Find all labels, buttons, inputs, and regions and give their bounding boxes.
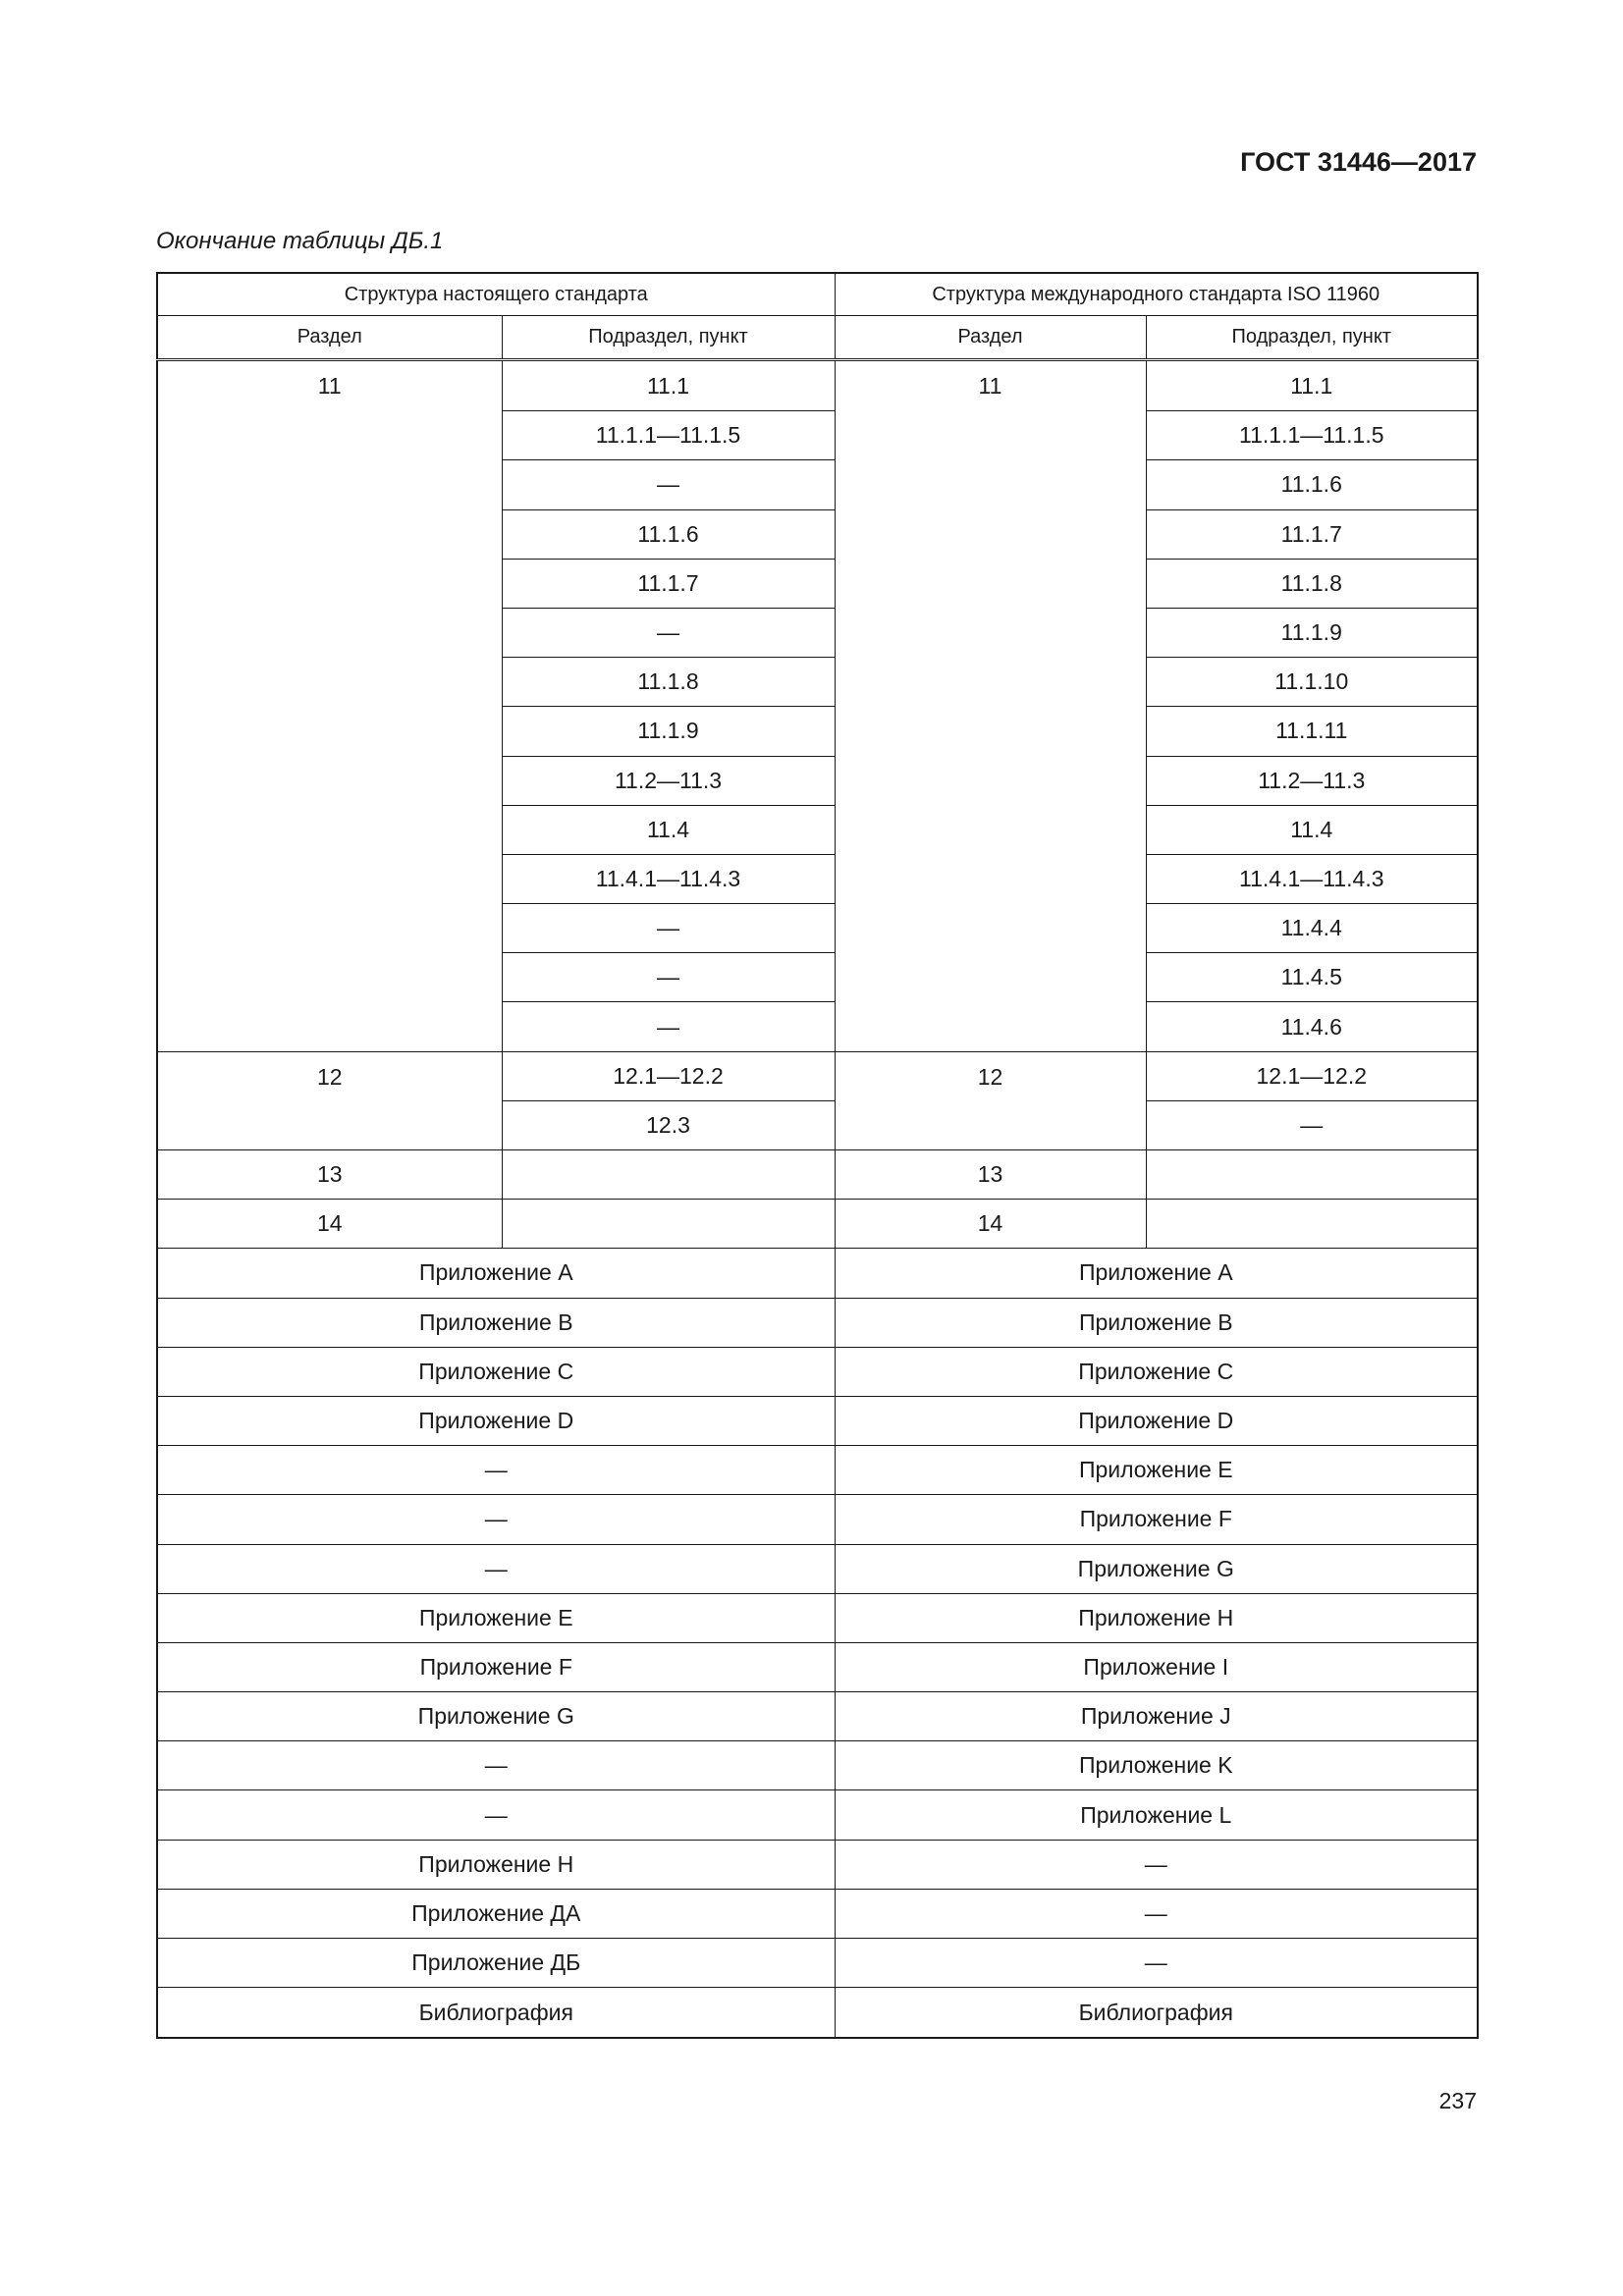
- annex-cell: Приложение С: [835, 1347, 1478, 1396]
- subsection-cell: 11.1.7: [1146, 509, 1478, 559]
- table-row: [157, 1051, 1478, 1100]
- annex-cell: Приложение G: [835, 1544, 1478, 1593]
- subsection-cell: 11.1.1—11.1.5: [502, 411, 835, 460]
- section-number-cell: 12: [157, 1051, 502, 1149]
- column-group-header-national: Структура настоящего стандарта: [157, 273, 835, 316]
- annex-cell: Приложение F: [157, 1642, 835, 1691]
- annex-cell: —: [157, 1790, 835, 1840]
- table-row: [157, 1298, 1478, 1347]
- table-row: [157, 1495, 1478, 1544]
- section-number-cell: 13: [157, 1150, 502, 1200]
- subsection-cell: —: [502, 460, 835, 509]
- table-row: [157, 1889, 1478, 1938]
- subsection-cell: 11.1.6: [502, 509, 835, 559]
- subsection-cell: 11.1.10: [1146, 658, 1478, 707]
- annex-cell: Приложение E: [157, 1593, 835, 1642]
- annex-cell: Приложение В: [157, 1298, 835, 1347]
- annex-cell: Приложение F: [835, 1495, 1478, 1544]
- annex-cell: Библиография: [835, 1988, 1478, 2038]
- table-row: [157, 1741, 1478, 1790]
- subsection-cell: 11.1.9: [1146, 608, 1478, 657]
- annex-cell: Приложение G: [157, 1692, 835, 1741]
- table-group-header-row: [157, 273, 1478, 316]
- column-header-subsection: Подраздел, пункт: [1146, 316, 1478, 360]
- subsection-cell: —: [502, 608, 835, 657]
- subsection-cell: 11.4: [502, 805, 835, 854]
- column-header-subsection: Подраздел, пункт: [502, 316, 835, 360]
- table-row: [157, 1249, 1478, 1298]
- table-row: [157, 360, 1478, 411]
- table-row: [157, 1200, 1478, 1249]
- subsection-cell: 11.1.8: [502, 658, 835, 707]
- annex-cell: Приложение ДБ: [157, 1939, 835, 1988]
- empty-cell: [502, 1150, 835, 1200]
- subsection-cell: 11.4.4: [1146, 904, 1478, 953]
- annex-cell: Приложение H: [835, 1593, 1478, 1642]
- subsection-cell: 11.1.1—11.1.5: [1146, 411, 1478, 460]
- annex-cell: Приложение В: [835, 1298, 1478, 1347]
- subsection-cell: —: [502, 953, 835, 1002]
- annex-cell: Библиография: [157, 1988, 835, 2038]
- annex-cell: —: [835, 1840, 1478, 1889]
- subsection-cell: —: [1146, 1100, 1478, 1149]
- table-row: [157, 1840, 1478, 1889]
- empty-cell: [502, 1200, 835, 1249]
- subsection-cell: 11.1: [1146, 360, 1478, 411]
- table-row: [157, 1347, 1478, 1396]
- annex-cell: —: [835, 1889, 1478, 1938]
- annex-cell: Приложение J: [835, 1692, 1478, 1741]
- empty-cell: [1146, 1200, 1478, 1249]
- subsection-cell: 11.1.8: [1146, 559, 1478, 608]
- annex-cell: —: [157, 1544, 835, 1593]
- subsection-cell: —: [502, 1002, 835, 1051]
- subsection-cell: 11.4.1—11.4.3: [1146, 854, 1478, 903]
- table-body: [157, 273, 1478, 2038]
- subsection-cell: 11.1.6: [1146, 460, 1478, 509]
- section-number-cell: 11: [835, 360, 1146, 1051]
- subsection-cell: 11.1.7: [502, 559, 835, 608]
- section-number-cell: 12: [835, 1051, 1146, 1149]
- annex-cell: —: [157, 1741, 835, 1790]
- column-header-section: Раздел: [835, 316, 1146, 360]
- page-number: 237: [1438, 2088, 1477, 2113]
- table-row: [157, 1396, 1478, 1445]
- subsection-cell: 11.4.1—11.4.3: [502, 854, 835, 903]
- table-row: [157, 1150, 1478, 1200]
- section-number-cell: 11: [157, 360, 502, 1051]
- table-row: [157, 1544, 1478, 1593]
- annex-cell: Приложение А: [835, 1249, 1478, 1298]
- annex-cell: Приложение L: [835, 1790, 1478, 1840]
- table-row: [157, 1446, 1478, 1495]
- annex-cell: —: [157, 1495, 835, 1544]
- structure-comparison-table: [156, 272, 1479, 2039]
- subsection-cell: 11.4.5: [1146, 953, 1478, 1002]
- table-row: [157, 1692, 1478, 1741]
- section-number-cell: 14: [157, 1200, 502, 1249]
- table-row: [157, 1988, 1478, 2038]
- subsection-cell: 12.1—12.2: [502, 1051, 835, 1100]
- column-header-section: Раздел: [157, 316, 502, 360]
- subsection-cell: —: [502, 904, 835, 953]
- annex-cell: Приложение Н: [157, 1840, 835, 1889]
- empty-cell: [1146, 1150, 1478, 1200]
- document-code: ГОСТ 31446—2017: [1240, 147, 1477, 177]
- subsection-cell: 12.3: [502, 1100, 835, 1149]
- annex-cell: Приложение С: [157, 1347, 835, 1396]
- table-row: [157, 1790, 1478, 1840]
- table-caption: Окончание таблицы ДБ.1: [156, 228, 444, 254]
- table-row: [157, 1593, 1478, 1642]
- annex-cell: —: [157, 1446, 835, 1495]
- table-row: [157, 1642, 1478, 1691]
- subsection-cell: 11.2—11.3: [1146, 756, 1478, 805]
- subsection-cell: 11.1.11: [1146, 707, 1478, 756]
- subsection-cell: 11.1: [502, 360, 835, 411]
- subsection-cell: 11.2—11.3: [502, 756, 835, 805]
- table-row: [157, 1939, 1478, 1988]
- subsection-cell: 11.1.9: [502, 707, 835, 756]
- subsection-cell: 11.4: [1146, 805, 1478, 854]
- annex-cell: Приложение А: [157, 1249, 835, 1298]
- subsection-cell: 11.4.6: [1146, 1002, 1478, 1051]
- annex-cell: —: [835, 1939, 1478, 1988]
- annex-cell: Приложение D: [157, 1396, 835, 1445]
- annex-cell: Приложение K: [835, 1741, 1478, 1790]
- column-group-header-international: Структура международного стандарта ISO 11960: [835, 273, 1478, 316]
- annex-cell: Приложение I: [835, 1642, 1478, 1691]
- section-number-cell: 13: [835, 1150, 1146, 1200]
- section-number-cell: 14: [835, 1200, 1146, 1249]
- annex-cell: Приложение D: [835, 1396, 1478, 1445]
- subsection-cell: 12.1—12.2: [1146, 1051, 1478, 1100]
- annex-cell: Приложение ДА: [157, 1889, 835, 1938]
- annex-cell: Приложение E: [835, 1446, 1478, 1495]
- table-sub-header-row: [157, 316, 1478, 360]
